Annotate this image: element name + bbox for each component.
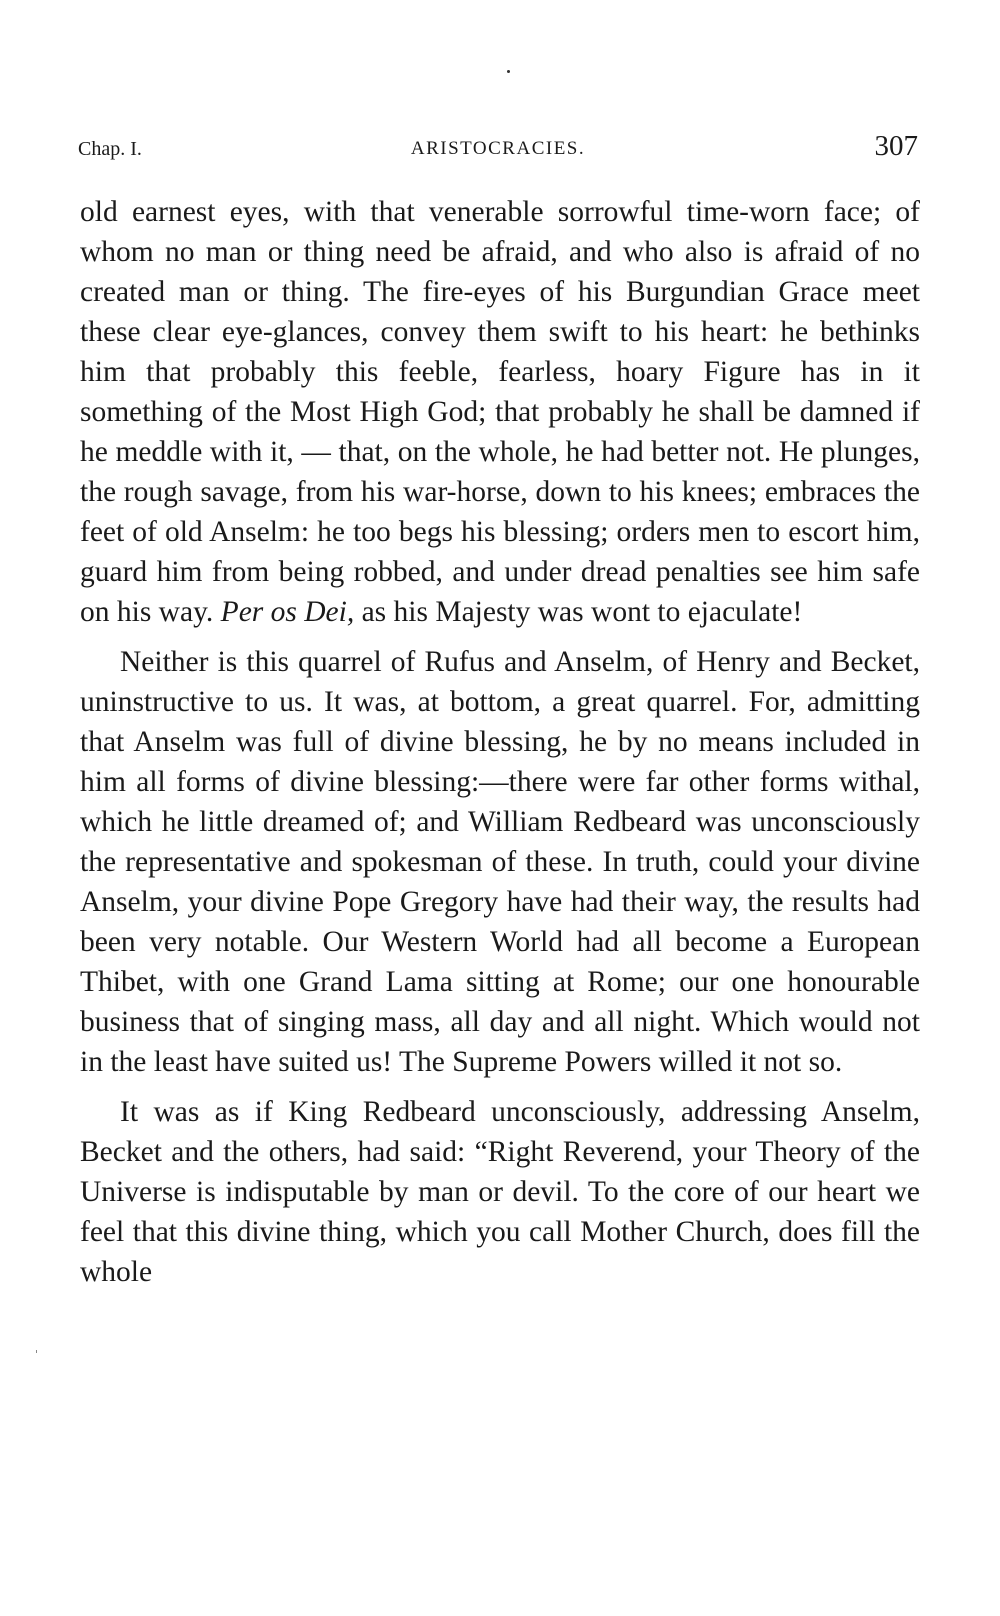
page-number: 307 (874, 130, 918, 162)
chapter-label: Chap. I. (78, 138, 142, 160)
ink-speck (507, 70, 510, 73)
latin-phrase: Per os Dei, (220, 596, 355, 628)
paragraph-1-end: as his Majesty was wont to ejaculate! (361, 596, 803, 628)
paragraph-3: It was as if King Redbeard unconsciously, addressing Anselm, Becket and the others, had said: “Right Reverend, your Theory of the Universe is indisputable by man or devil. To the core of our heart we feel that this divine thing, which you call Mother Church, does fill the whole (80, 1096, 920, 1288)
margin-mark (36, 1350, 37, 1353)
running-head (78, 130, 918, 170)
paragraph-1 (80, 192, 920, 632)
page-body (80, 192, 920, 1292)
running-title: ARISTOCRACIES. (410, 138, 586, 159)
paragraph-2: Neither is this quarrel of Rufus and Anselm, of Henry and Becket, uninstructive to us. It was, at bottom, a great quarrel. For, admitting that Anselm was full of divine blessing, he by no means included in him all forms of divine blessing:—there were far other forms withal, which he little dreamed of; and William Redbeard was unconsciously the representative and spokesman of these. In truth, could your divine Anselm, your divine Pope Gregory have had their way, the results had been very notable. Our Western World had all become a European Thibet, with one Grand Lama sitting at Rome; our one honourable business that of singing mass, all day and all night. Which would not in the least have suited us! The Supreme Powers willed it not so. (80, 646, 920, 1078)
paragraph-1-text: old earnest eyes, with that venerable sorrowful time-worn face; of whom no man or thing need be afraid, and who also is afraid of no created man or thing. The fire-eyes of his Burgundian Grace meet these clear eye-glances, convey them swift to his heart: he bethinks him that probably this feeble, fearless, hoary Figure has in it something of the Most High God; that probably he shall be damned if he meddle with it, — that, on the whole, he had better not. He plunges, the rough savage, from his war-horse, down to his knees; embraces the feet of old Anselm: he too begs his blessing; orders men to escort him, guard him from being robbed, and under dread penalties see him safe on his way. (80, 196, 920, 628)
